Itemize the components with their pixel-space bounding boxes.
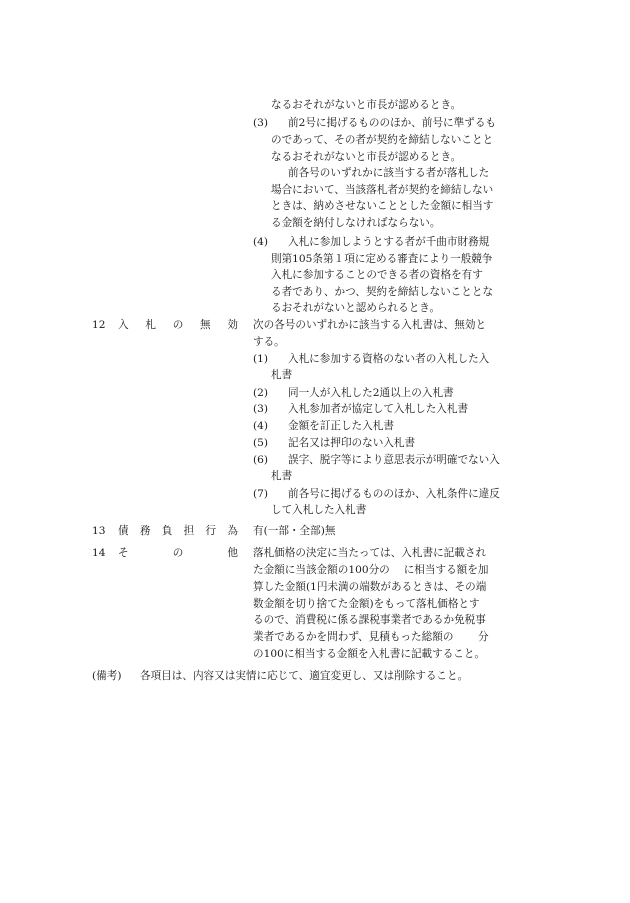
item14-heading: その他 (118, 547, 238, 559)
item11-note-line: 前各号のいずれかに該当する者が落札した (288, 167, 490, 179)
item14-line: 数金額を切り捨てた金額)をもって落札価格とす (253, 598, 480, 610)
item13-number: 13 (92, 525, 106, 537)
item12-sub-line: して入札した入札書 (271, 504, 367, 516)
item12-sub-line: 入札に参加する資格のない者の入札した入 (288, 353, 490, 365)
item11-sub3-number: (3) (253, 117, 269, 129)
remarks-label: (備考) (92, 670, 122, 682)
item12-sub-line: 前各号に掲げるもののほか、入札条件に違反 (288, 488, 500, 500)
item14-line: 落札価格の決定に当たっては、入札書に記載され (253, 547, 487, 559)
item11-sub4-number: (4) (253, 236, 269, 248)
item11-note-line: 場合において、当該落札者が契約を締結しない (271, 184, 494, 196)
item11-sub3-line: のであって、その者が契約を締結しないことと (271, 134, 494, 146)
item12-sub-line: 札書 (271, 470, 293, 482)
item11-sub4-line: 入札に参加しようとする者が千曲市財務規 (288, 236, 490, 248)
item12-sub-number: (4) (253, 420, 269, 432)
item14-line: の100に相当する金額を入札書に記載すること。 (253, 648, 486, 660)
item14-line: るので、消費税に係る課税事業者であるか免税事 (253, 614, 486, 626)
item12-sub-line: 誤字、脱字等により意思表示が明確でない入 (288, 454, 500, 466)
item14-number: 14 (92, 547, 106, 559)
item12-intro-line: する。 (253, 336, 285, 348)
item11-sub3-line: なるおそれがないと市長が認めるとき。 (271, 151, 462, 163)
item12-sub-number: (7) (253, 488, 269, 500)
item12-sub-line: 同一人が入札した2通以上の入札書 (288, 387, 454, 399)
item12-number: 12 (92, 319, 106, 331)
item14-line: た金額に当該金額の100分の に相当する額を加 (253, 564, 489, 576)
item12-sub-line: 札書 (271, 369, 293, 381)
item13-heading: 債務負担行為 (118, 525, 238, 537)
item12-sub-number: (6) (253, 454, 269, 466)
item11-sub3-line: 前2号に掲げるもののほか、前号に準ずるも (288, 117, 497, 129)
item11-carry-line: なるおそれがないと市長が認めるとき。 (271, 99, 462, 111)
item11-sub4-line: 則第105条第１項に定める審査により一般競争 (271, 253, 493, 265)
item12-sub-line: 金額を訂正した入札書 (288, 420, 394, 432)
item14-line: 算した金額(1円未満の端数があるときは、その端 (253, 581, 487, 593)
item12-sub-line: 記名又は押印のない入札書 (288, 437, 416, 449)
item11-sub4-line: るおそれがないと認められるとき。 (271, 302, 441, 314)
item11-sub4-line: 入札に参加することのできる者の資格を有す (271, 269, 483, 281)
item12-sub-number: (2) (253, 387, 269, 399)
item12-sub-number: (3) (253, 403, 269, 415)
item12-heading: 入札の無効 (118, 319, 238, 331)
item14-line: 業者であるかを問わず、見積もった総額の 分 (253, 631, 489, 643)
item11-note-line: ときは、納めさせないこととした金額に相当す (271, 200, 494, 212)
item13-value: 有(一部・全部)無 (253, 525, 336, 537)
item12-sub-line: 入札参加者が協定して入札した入札書 (288, 403, 469, 415)
item12-sub-number: (1) (253, 353, 269, 365)
item11-sub4-line: る者であり、かつ、契約を締結しないこととな (271, 286, 494, 298)
item12-intro-line: 次の各号のいずれかに該当する入札書は、無効と (253, 319, 487, 331)
remarks-text: 各項目は、内容又は実情に応じて、適宜変更し、又は削除すること。 (140, 670, 469, 682)
item12-sub-number: (5) (253, 437, 269, 449)
item11-note-line: る金額を納付しなければならない。 (271, 217, 441, 229)
